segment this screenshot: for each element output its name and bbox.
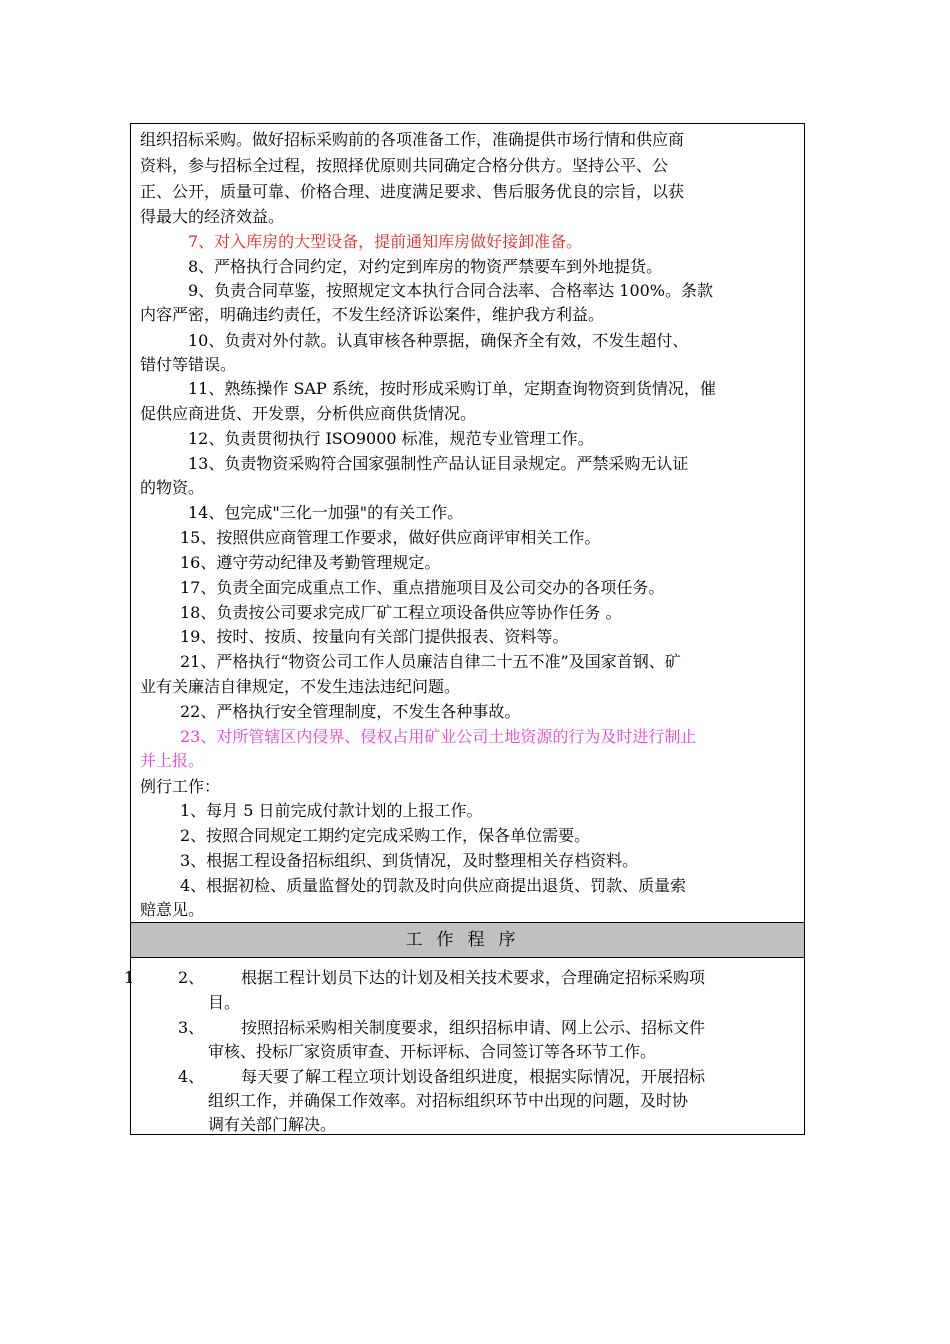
routine-title: 例行工作： xyxy=(140,777,221,796)
section-header: 工作程序 xyxy=(131,922,804,958)
routine-item-3: 3、根据工程设备招标组织、到货情况，及时整理相关存档资料。 xyxy=(180,851,639,870)
intro-line: 得最大的经济效益。 xyxy=(140,207,285,226)
duty-item-19: 19、按时、按质、按量向有关部门提供报表、资料等。 xyxy=(180,627,569,646)
duty-item-9-cont: 内容严密，明确违约责任，不发生经济诉讼案件，维护我方利益。 xyxy=(140,305,605,324)
stray-mark: 1 xyxy=(124,968,135,987)
duty-item-14: 14、包完成"三化一加强"的有关工作。 xyxy=(188,503,464,522)
duty-item-12: 12、负责贯彻执行 ISO9000 标准，规范专业管理工作。 xyxy=(188,429,594,448)
duty-item-16: 16、遵守劳动纪律及考勤管理规定。 xyxy=(180,553,441,572)
step-number: 2、 xyxy=(178,968,205,987)
intro-line: 正、公开，质量可靠、价格合理、进度满足要求、售后服务优良的宗旨，以获 xyxy=(140,182,685,201)
routine-item-2: 2、按照合同规定工期约定完成采购工作，保各单位需要。 xyxy=(180,826,591,845)
procedure-cell xyxy=(124,958,804,1134)
step-3-text: 按照招标采购相关制度要求，组织招标申请、网上公示、招标文件 xyxy=(241,1018,706,1037)
duty-item-21-cont: 业有关廉洁自律规定，不发生违法违纪问题。 xyxy=(140,677,461,696)
duty-item-11-cont: 促供应商进货、开发票，分析供应商供货情况。 xyxy=(140,404,477,423)
step-2-text: 根据工程计划员下达的计划及相关技术要求，合理确定招标采购项 xyxy=(241,968,706,987)
duty-item-18: 18、负责按公司要求完成厂矿工程立项设备供应等协作任务 。 xyxy=(180,603,622,622)
step-4-text-cont: 调有关部门解决。 xyxy=(208,1115,337,1134)
intro-line: 组织招标采购。做好招标采购前的各项准备工作，准确提供市场行情和供应商 xyxy=(140,130,685,149)
duty-item-23-cont: 并上报。 xyxy=(140,751,205,770)
duty-item-13-cont: 的物资。 xyxy=(140,478,205,497)
duty-item-8: 8、严格执行合同约定，对约定到库房的物资严禁要车到外地提货。 xyxy=(188,257,663,276)
step-number: 3、 xyxy=(178,1018,205,1037)
duty-item-22: 22、严格执行安全管理制度，不发生各种事故。 xyxy=(180,702,521,721)
step-4-text-cont: 组织工作，并确保工作效率。对招标组织环节中出现的问题，及时协 xyxy=(208,1091,689,1110)
duty-item-13: 13、负责物资采购符合国家强制性产品认证目录规定。严禁采购无认证 xyxy=(188,454,689,473)
step-2-text-cont: 目。 xyxy=(208,993,241,1012)
duty-item-11: 11、熟练操作 SAP 系统，按时形成采购订单，定期查询物资到货情况，催 xyxy=(188,379,716,398)
duty-item-21: 21、严格执行“物资公司工作人员廉洁自律二十五不准”及国家首钢、矿 xyxy=(180,652,681,671)
duty-item-23: 23、对所管辖区内侵界、侵权占用矿业公司土地资源的行为及时进行制止 xyxy=(180,727,697,746)
duty-item-15: 15、按照供应商管理工作要求，做好供应商评审相关工作。 xyxy=(180,528,601,547)
step-3-text-cont: 审核、投标厂家资质审查、开标评标、合同签订等各环节工作。 xyxy=(208,1042,657,1061)
step-4-text: 每天要了解工程立项计划设备组织进度，根据实际情况，开展招标 xyxy=(241,1067,706,1086)
duty-item-9: 9、负责合同草鉴，按照规定文本执行合同合法率、合格率达 100%。条款 xyxy=(188,281,714,300)
duty-item-10: 10、负责对外付款。认真审核各种票据，确保齐全有效，不发生超付、 xyxy=(188,331,689,350)
duty-item-17: 17、负责全面完成重点工作、重点措施项目及公司交办的各项任务。 xyxy=(180,578,665,597)
routine-item-4-cont: 赔意见。 xyxy=(140,900,205,919)
routine-item-4: 4、根据初检、质量监督处的罚款及时向供应商提出退货、罚款、质量索 xyxy=(180,876,687,895)
routine-item-1: 1、每月 5 日前完成付款计划的上报工作。 xyxy=(180,801,483,820)
duty-item-7: 7、对入库房的大型设备，提前通知库房做好接卸准备。 xyxy=(188,232,583,251)
duties-cell xyxy=(131,124,804,922)
job-description-table xyxy=(124,123,805,1135)
intro-line: 资料，参与招标全过程，按照择优原则共同确定合格分供方。坚持公平、公 xyxy=(140,156,669,175)
duty-item-10-cont: 错付等错误。 xyxy=(140,355,237,374)
step-number: 4、 xyxy=(178,1067,205,1086)
